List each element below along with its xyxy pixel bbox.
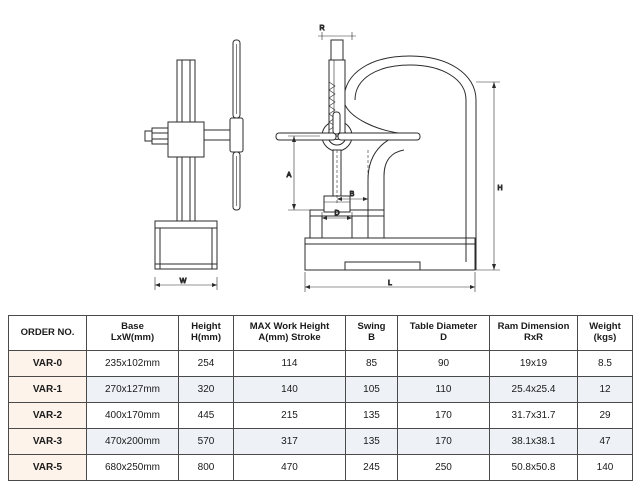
th-height-line1: Height [191,321,221,333]
table-row [9,429,633,455]
th-table-diameter [398,316,490,351]
th-max-work-height-line2: A(mm) Stroke [258,332,321,343]
cell-max-work-height: 140 [234,377,346,403]
table-row [9,403,633,429]
dim-label-w: W [179,278,187,285]
th-ram-dimension-line1: Ram Dimension [497,321,570,333]
cell-ram-dimension: 25.4x25.4 [490,377,578,403]
dim-label-h: H [497,185,503,192]
side-ram-tip [145,131,152,141]
cell-base: 270x127mm [87,377,179,403]
cell-weight: 47 [578,429,633,455]
table-row [9,377,633,403]
cell-height: 570 [179,429,234,455]
th-base-line1: Base [121,321,144,333]
cell-table-diameter: 250 [398,455,490,481]
dim-label-l: L [388,280,392,287]
th-table-diameter-line2: D [440,332,447,343]
cell-ram-dimension: 38.1x38.1 [490,429,578,455]
cell-swing: 135 [346,403,398,429]
cell-table-diameter: 170 [398,429,490,455]
th-swing-line2: B [368,332,375,343]
table-header [9,316,633,351]
dim-label-a: A [286,172,292,179]
th-max-work-height [234,316,346,351]
cell-height: 445 [179,403,234,429]
th-max-work-height-line1: MAX Work Height [249,321,330,333]
cell-weight: 12 [578,377,633,403]
side-head [168,122,204,157]
th-height [179,316,234,351]
th-order-no-line1: ORDER NO. [20,326,75,338]
front-ram-top [331,40,343,60]
cell-swing: 245 [346,455,398,481]
front-handle-left [276,133,336,140]
cell-order-no: VAR-3 [9,429,87,455]
cell-height: 254 [179,351,234,377]
th-table-diameter-line1: Table Diameter [409,321,478,333]
front-base [305,238,475,270]
cell-order-no: VAR-2 [9,403,87,429]
cell-max-work-height: 317 [234,429,346,455]
th-swing-line1: Swing [357,321,386,333]
cell-base: 400x170mm [87,403,179,429]
cell-base: 235x102mm [87,351,179,377]
side-ram-block [152,128,168,144]
cell-order-no: VAR-1 [9,377,87,403]
th-base-line2: LxW(mm) [110,332,155,343]
cell-weight: 8.5 [578,351,633,377]
th-order-no [9,316,87,351]
cell-swing: 85 [346,351,398,377]
front-handle-up [333,112,340,134]
cell-ram-dimension: 31.7x31.7 [490,403,578,429]
th-height-line2: H(mm) [190,332,222,343]
cell-base: 470x200mm [87,429,179,455]
th-swing [346,316,398,351]
cell-weight: 29 [578,403,633,429]
th-base [87,316,179,351]
specifications-table-container [8,315,632,481]
cell-table-diameter: 90 [398,351,490,377]
cell-swing: 105 [346,377,398,403]
cell-height: 320 [179,377,234,403]
cell-max-work-height: 114 [234,351,346,377]
cell-table-diameter: 170 [398,403,490,429]
table-row [9,455,633,481]
th-ram-dimension-line2: RxR [523,332,543,343]
cell-base: 680x250mm [87,455,179,481]
th-weight-line1: Weight [589,321,621,333]
dim-label-b: B [349,191,355,198]
cell-ram-dimension: 19x19 [490,351,578,377]
cell-ram-dimension: 50.8x50.8 [490,455,578,481]
th-ram-dimension [490,316,578,351]
cell-max-work-height: 470 [234,455,346,481]
cell-table-diameter: 110 [398,377,490,403]
cell-max-work-height: 215 [234,403,346,429]
side-handle-hub [230,118,243,152]
cell-height: 800 [179,455,234,481]
cell-order-no: VAR-5 [9,455,87,481]
cell-weight: 140 [578,455,633,481]
dim-label-d: D [334,210,340,217]
th-weight-line2: (kgs) [593,332,617,343]
dim-label-r: R [319,25,325,32]
table-row [9,351,633,377]
th-weight [578,316,633,351]
cell-swing: 135 [346,429,398,455]
table-body [9,351,633,481]
front-handle-right [338,133,420,140]
header-row [9,316,633,351]
specifications-table [8,315,633,481]
cell-order-no: VAR-0 [9,351,87,377]
front-table [310,210,384,238]
